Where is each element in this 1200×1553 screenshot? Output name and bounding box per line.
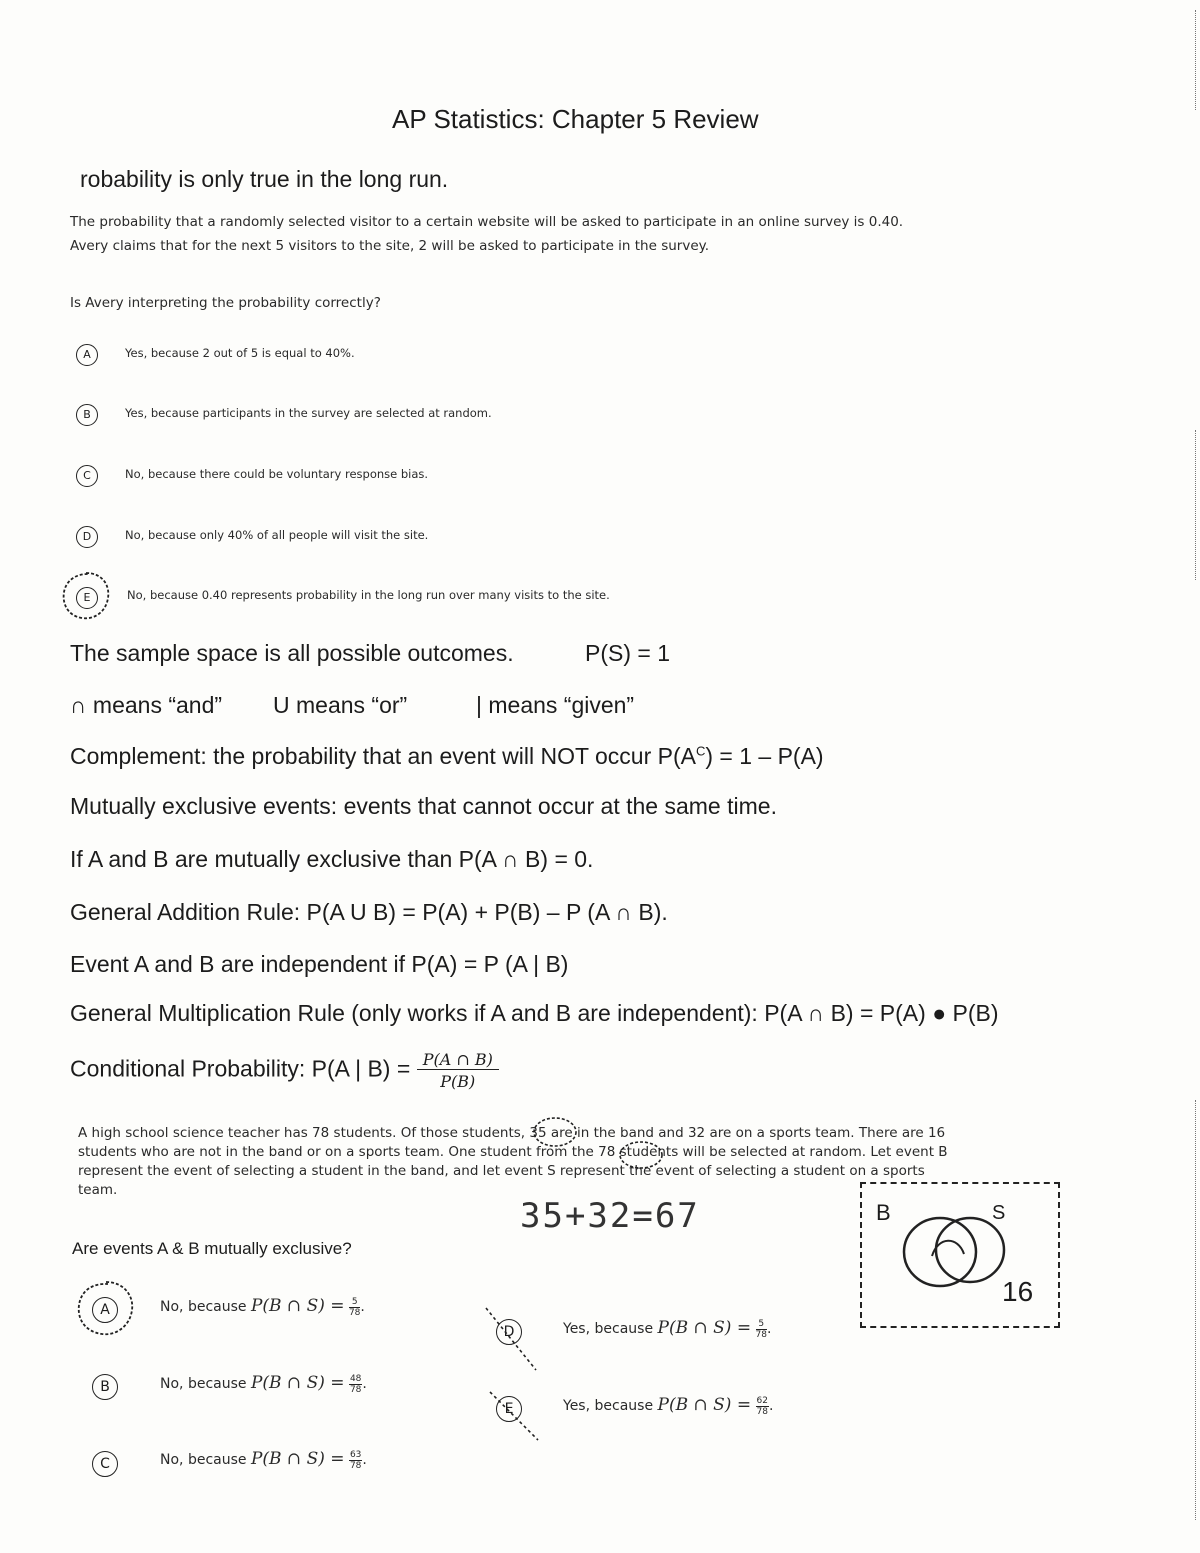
q1-option-c-text: No, because there could be voluntary response bias. xyxy=(125,467,429,481)
q1-stem-line2: Avery claims that for the next 5 visitors to the site, 2 will be asked to participate in the survey. xyxy=(70,238,709,254)
q2-option-a-num: 5 xyxy=(349,1297,360,1308)
long-run-heading: robability is only true in the long run. xyxy=(80,166,449,192)
rule-given-symbol: | means “given” xyxy=(476,692,635,718)
q2-option-d-strike xyxy=(480,1304,540,1374)
q2-option-c: No, because P(B ∩ S) = $\frac{63}{78}$. xyxy=(160,1449,367,1471)
q2-option-b-num: 48 xyxy=(349,1373,362,1384)
q2-option-e-expr: P(B ∩ S) = xyxy=(657,1395,752,1415)
venn-diagram-box xyxy=(860,1182,1060,1328)
q1-option-b-text: Yes, because participants in the survey are selected at random. xyxy=(125,406,492,420)
rule-conditional-den: P(B) xyxy=(440,1072,476,1091)
rule-conditional-fraction xyxy=(417,1050,499,1091)
rule-sample-space: The sample space is all possible outcomes. xyxy=(70,640,514,666)
q2-stem: A high school science teacher has 78 students. Of those students, 35 are in the band and 32 are on a sports team. There are 16 students who are not in the band or on a sports team. One student from the 78 students will be selected at random. Let event B represent the event of selecting a student in the band, and let event S represent the event of selecting a student on a sports team. xyxy=(78,1125,948,1198)
q1-option-a-marker[interactable]: A xyxy=(76,344,98,366)
q2-option-c-den: 78 xyxy=(349,1460,362,1471)
scan-edge-artifact xyxy=(1193,1100,1196,1520)
q2-option-e-marker[interactable]: E xyxy=(496,1396,522,1422)
q2-option-e-prefix: Yes, because xyxy=(563,1398,654,1414)
q2-option-a-prefix: No, because xyxy=(160,1299,247,1315)
rule-conditional-label: Conditional Probability: P(A | B) = xyxy=(70,1055,411,1082)
q2-option-c-marker[interactable]: C xyxy=(92,1451,118,1477)
q2-option-e-fraction xyxy=(756,1396,769,1417)
venn-label-s: S xyxy=(992,1202,1006,1224)
q2-option-d-prefix: Yes, because xyxy=(563,1321,654,1337)
q2-option-d-num: 5 xyxy=(756,1319,767,1330)
rule-multiplication: General Multiplication Rule (only works if A and B are independent): P(A ∩ B) = P(A) ● P(B) xyxy=(70,1000,999,1026)
q2-option-b-expr: P(B ∩ S) = xyxy=(250,1373,345,1393)
q2-option-d-marker[interactable]: D xyxy=(496,1319,522,1345)
q2-option-d-den: 78 xyxy=(755,1329,767,1340)
rule-complement-text: Complement: the probability that an event will NOT occur P(A xyxy=(70,743,696,769)
q2-option-e-num: 62 xyxy=(756,1395,768,1406)
rule-and-symbol: ∩ means “and” xyxy=(70,692,223,718)
q2-option-b-marker[interactable]: B xyxy=(92,1374,118,1400)
page-title: AP Statistics: Chapter 5 Review xyxy=(392,104,759,134)
rule-conditional-num: P(A ∩ B) xyxy=(417,1050,499,1070)
handwritten-sum: 35+32=67 xyxy=(520,1196,700,1236)
rule-complement-sup: C xyxy=(695,743,706,759)
q2-option-b-den: 78 xyxy=(349,1384,362,1395)
q1-option-e-marker[interactable]: E xyxy=(76,587,98,609)
circled-35-scribble xyxy=(530,1114,580,1150)
q1-prompt: Is Avery interpreting the probability correctly? xyxy=(70,295,381,311)
q2-option-a-expr: P(B ∩ S) = xyxy=(250,1296,345,1316)
q1-option-a-text: Yes, because 2 out of 5 is equal to 40%. xyxy=(125,346,355,360)
q2-option-b-fraction xyxy=(349,1374,362,1395)
q1-answer-circle-scribble xyxy=(58,568,114,624)
q2-option-a-fraction xyxy=(349,1297,360,1318)
rule-or-symbol: U means “or” xyxy=(273,692,408,718)
q2-option-e: Yes, because P(B ∩ S) = $\frac{62}{78}$. xyxy=(563,1395,774,1417)
scan-edge-artifact xyxy=(1193,430,1196,580)
q2-option-d: Yes, because P(B ∩ S) = $\frac{5}{78}$. xyxy=(563,1318,772,1340)
rule-conditional xyxy=(70,1050,499,1091)
q2-option-c-expr: P(B ∩ S) = xyxy=(250,1449,345,1469)
venn-outside-count: 16 xyxy=(1002,1276,1034,1307)
rule-addition: General Addition Rule: P(A U B) = P(A) + P(B) – P (A ∩ B). xyxy=(70,899,668,925)
scan-edge-artifact xyxy=(1193,10,1196,110)
rule-mutually-exclusive-if: If A and B are mutually exclusive than P(A ∩ B) = 0. xyxy=(70,846,594,872)
rule-independent: Event A and B are independent if P(A) = P (A | B) xyxy=(70,951,569,977)
q2-option-c-num: 63 xyxy=(349,1449,362,1460)
q2-option-e-strike xyxy=(484,1388,544,1444)
q2-option-d-expr: P(B ∩ S) = xyxy=(657,1318,752,1338)
q1-option-b-marker[interactable]: B xyxy=(76,404,98,426)
q2-option-a-den: 78 xyxy=(348,1307,361,1318)
rule-mutually-exclusive: Mutually exclusive events: events that cannot occur at the same time. xyxy=(70,793,777,819)
q2-prompt: Are events A & B mutually exclusive? xyxy=(72,1239,352,1258)
q2-option-b: No, because P(B ∩ S) = $\frac{48}{78}$. xyxy=(160,1373,367,1395)
q2-option-e-den: 78 xyxy=(756,1406,768,1417)
rule-complement xyxy=(70,743,824,770)
q1-option-d-text: No, because only 40% of all people will visit the site. xyxy=(125,528,429,542)
rule-complement-end: ) = 1 – P(A) xyxy=(705,743,824,769)
q2-answer-circle-scribble xyxy=(72,1278,138,1340)
circled-78-scribble xyxy=(616,1138,666,1172)
q1-option-c-marker[interactable]: C xyxy=(76,465,98,487)
rule-sample-space-formula: P(S) = 1 xyxy=(585,640,671,666)
q1-option-e-text: No, because 0.40 represents probability in the long run over many visits to the site. xyxy=(127,588,610,602)
q2-option-c-prefix: No, because xyxy=(160,1452,247,1468)
q2-option-d-fraction xyxy=(756,1319,767,1340)
q2-option-a: No, because P(B ∩ S) = $\frac{5}{78}$. xyxy=(160,1296,365,1318)
q1-option-d-marker[interactable]: D xyxy=(76,526,98,548)
q2-option-b-prefix: No, because xyxy=(160,1376,247,1392)
q2-option-c-fraction xyxy=(349,1450,362,1471)
q2-option-a-marker[interactable]: A xyxy=(92,1297,118,1323)
venn-label-b: B xyxy=(876,1200,891,1225)
q1-stem-line1: The probability that a randomly selected visitor to a certain website will be asked to participate in an online survey is 0.40. xyxy=(70,214,904,230)
